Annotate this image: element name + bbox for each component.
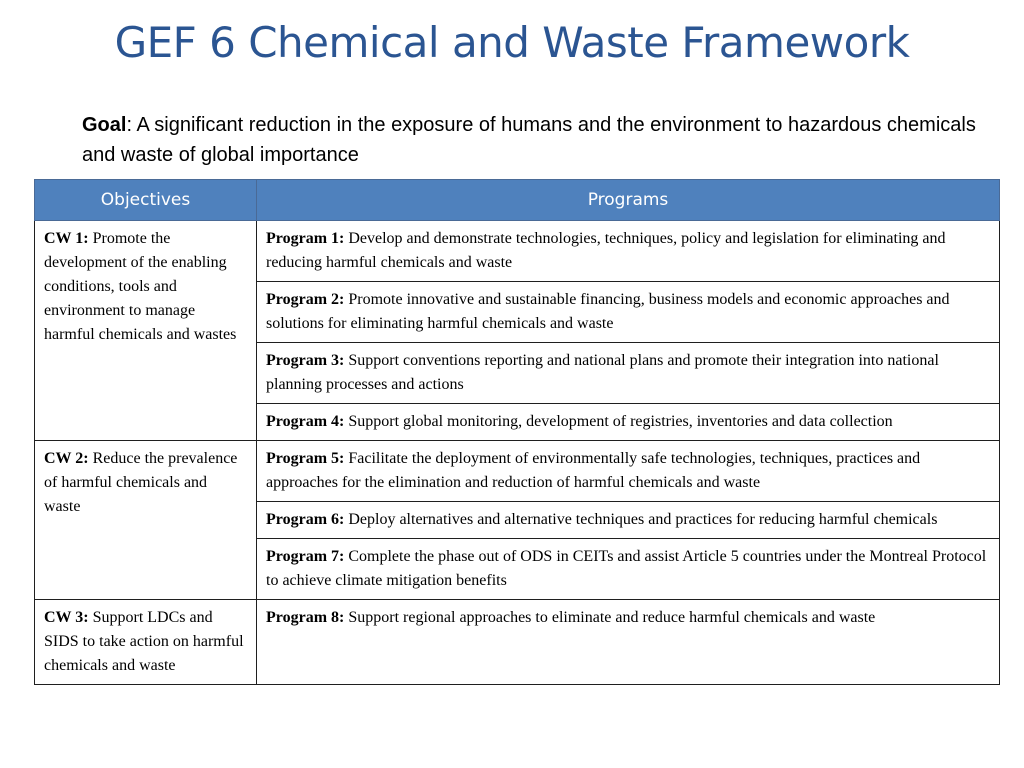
objective-text: Promote the development of the enabling conditions, tools and environment to manage harmful chemicals and wastes [44,230,237,343]
goal-statement [82,110,982,170]
program-code: Program 3: [266,352,345,369]
programs-header: Programs [257,180,1000,221]
program-code: Program 1: [266,230,345,247]
objective-text: Support LDCs and SIDS to take action on harmful chemicals and waste [44,609,244,674]
program-code: Program 6: [266,511,345,528]
objective-cell-cw2 [35,441,257,600]
program-cell-7 [257,539,1000,600]
program-code: Program 4: [266,413,345,430]
page-title: GEF 6 Chemical and Waste Framework [114,18,910,67]
objective-code: CW 2: [44,450,89,467]
program-text: Support regional approaches to eliminate and reduce harmful chemicals and waste [344,609,876,626]
program-text: Support global monitoring, development of registries, inventories and data collection [344,413,893,430]
program-text: Deploy alternatives and alternative techniques and practices for reducing harmful chemicals [344,511,938,528]
program-cell-4 [257,404,1000,441]
objective-code: CW 3: [44,609,89,626]
framework-table [34,179,1000,685]
program-code: Program 2: [266,291,345,308]
program-code: Program 7: [266,548,345,565]
program-cell-6 [257,502,1000,539]
program-cell-1 [257,221,1000,282]
program-cell-8 [257,600,1000,685]
program-code: Program 5: [266,450,345,467]
program-code: Program 8: [266,609,345,626]
program-cell-3 [257,343,1000,404]
table-header-row [35,180,1000,221]
program-text: Promote innovative and sustainable financing, business models and economic approaches and solutions for eliminating harmful chemicals and waste [266,291,950,332]
objective-code: CW 1: [44,230,89,247]
table-row [35,600,1000,685]
program-text: Support conventions reporting and national plans and promote their integration into national planning processes and actions [266,352,939,393]
program-cell-2 [257,282,1000,343]
program-cell-5 [257,441,1000,502]
program-text: Complete the phase out of ODS in CEITs and assist Article 5 countries under the Montreal Protocol to achieve climate mitigation benefits [266,548,987,589]
objectives-header: Objectives [35,180,257,221]
objective-text: Reduce the prevalence of harmful chemicals and waste [44,450,238,515]
program-text: Facilitate the deployment of environmentally safe technologies, techniques, practices and approaches for the elimination and reduction of harmful chemicals and waste [266,450,921,491]
table-row [35,441,1000,502]
objective-cell-cw3 [35,600,257,685]
objective-cell-cw1 [35,221,257,441]
goal-label: Goal [82,114,127,136]
goal-text: : A significant reduction in the exposure of humans and the environment to hazardous chemicals and waste of global importance [82,114,976,166]
program-text: Develop and demonstrate technologies, techniques, policy and legislation for eliminating and reducing harmful chemicals and waste [266,230,946,271]
table-row [35,221,1000,282]
